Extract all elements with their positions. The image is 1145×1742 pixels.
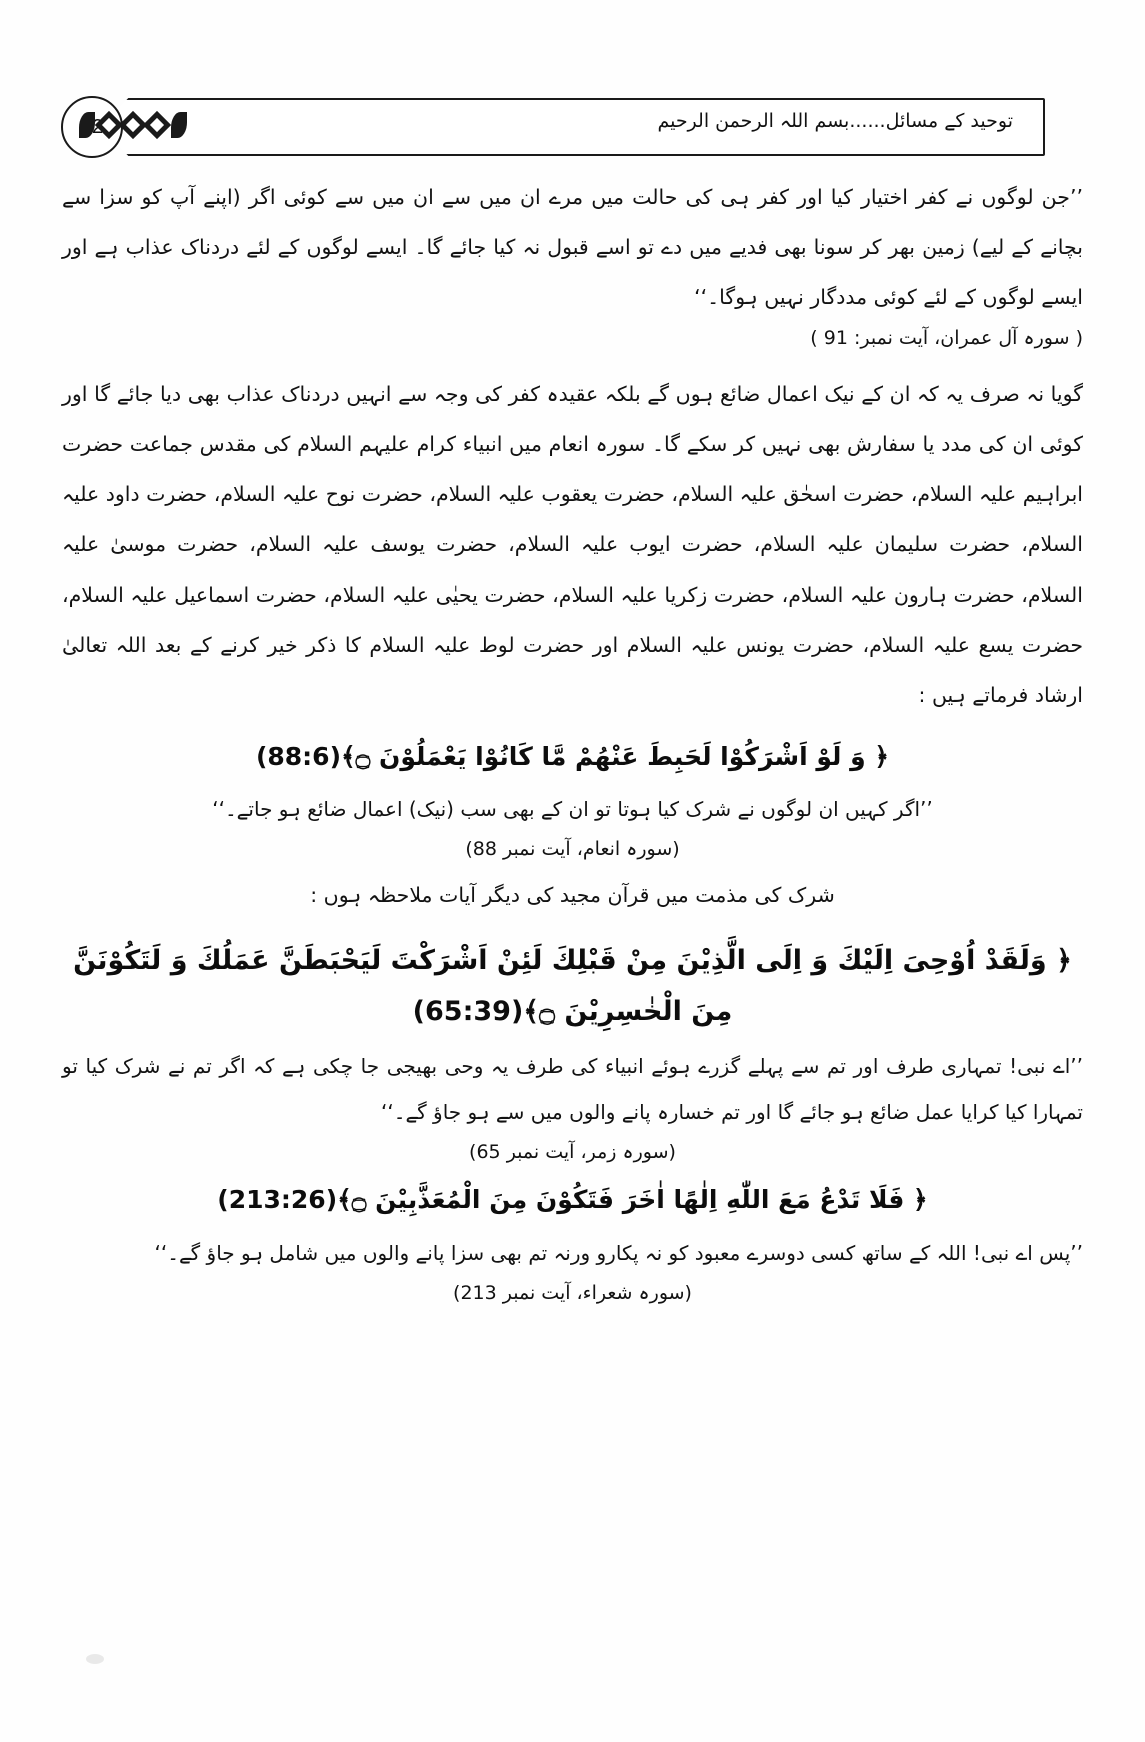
quran-ayah-3-translation: ’’پس اے نبی! اللہ کے ساتھ کسی دوسرے معبود کو نہ پکارو ورنہ تم بھی سزا پانے والوں میں شامل ہو جاؤ گے۔‘‘ — [154, 1240, 1083, 1265]
page-header — [60, 88, 1085, 160]
quran-ayah-1-reference: (سورہ انعام، آیت نمبر 88) — [465, 838, 680, 861]
quran-ayah-2-reference: (سورہ زمر، آیت نمبر 65) — [469, 1141, 676, 1164]
quran-ayah-1: ﴿ وَ لَوْ اَشْرَكُوْا لَحَبِطَ عَنْهُمْ مَّا كَانُوْا يَعْمَلُوْنَ ۝﴾(88:6) — [255, 742, 890, 772]
quran-ayah-2: ﴿ وَلَقَدْ اُوْحِىَ اِلَيْكَ وَ اِلَى الَّذِيْنَ مِنْ قَبْلِكَ لَئِنْ اَشْرَكْتَ لَيَحْبَطَنَّ عَمَلُكَ وَ لَتَكُوْنَنَّ مِنَ الْخٰسِرِيْنَ ۝﴾(65:39) — [73, 944, 1072, 1027]
page-content — [62, 172, 1083, 1314]
spacer — [62, 359, 1083, 369]
quran-ayah-3: ﴿ فَلَا تَدْعُ مَعَ اللّٰهِ اِلٰهًا اٰخَرَ فَتَكُوْنَ مِنَ الْمُعَذَّبِيْنَ ۝﴾(213:26) — [217, 1185, 928, 1215]
body-paragraph-2: شرک کی مذمت میں قرآن مجید کی دیگر آیات ملاحظہ ہوں : — [310, 883, 835, 908]
header-ornament-icon — [35, 106, 230, 144]
quran-ayah-1-translation: ’’اگر کہیں ان لوگوں نے شرک کیا ہوتا تو ان کے بھی سب (نیک) اعمال ضائع ہو جاتے۔‘‘ — [212, 797, 933, 822]
page-smudge — [86, 1654, 104, 1664]
quotation-reference-1: ( سورہ آل عمران، آیت نمبر: 91 ) — [810, 326, 1083, 349]
quran-ayah-3-reference: (سورہ شعراء، آیت نمبر 213) — [453, 1281, 692, 1304]
body-paragraph-1: گویا نہ صرف یہ کہ ان کے نیک اعمال ضائع ہوں گے بلکہ عقیدہ کفر کی وجہ سے انہیں دردناک عذاب بھی دیا جائے گا اور کوئی ان کی مدد یا سفارش بھی نہیں کر سکے گا۔ سورہ انعام میں انبیاء کرام علیہم السلام کی مقدس جماعت حضرت ابراہیم علیہ السلام، حضرت اسحٰق علیہ السلام، حضرت یعقوب علیہ السلام، حضرت نوح علیہ السلام، حضرت داود علیہ السلام، حضرت سلیمان علیہ السلام، حضرت ایوب علیہ السلام، حضرت یوسف علیہ السلام، حضرت موسیٰ علیہ السلام، حضرت ہارون علیہ السلام، حضرت زکریا علیہ السلام، حضرت یحیٰی علیہ السلام، حضرت اسماعیل علیہ السلام، حضرت یسع علیہ السلام، حضرت یونس علیہ السلام اور حضرت لوط علیہ السلام کا ذکر خیر کرنے کے بعد اللہ تعالیٰ ارشاد فرماتے ہیں : — [62, 381, 1083, 707]
quran-ayah-2-translation: ’’اے نبی! تمہاری طرف اور تم سے پہلے گزرے ہوئے انبیاء کی طرف یہ وحی بھیجی جا چکی ہے کہ اگر تم نے شرک کیا تو تمہارا کیا کرایا عمل ضائع ہو جائے گا اور تم خسارہ پانے والوں میں سے ہو جاؤ گے۔‘‘ — [62, 1054, 1083, 1125]
header-title: توحید کے مسائل......بسم اللہ الرحمن الرحیم — [657, 110, 1013, 132]
ornament-leaf-icon — [171, 112, 187, 138]
quotation-paragraph-1: ’’جن لوگوں نے کفر اختیار کیا اور کفر ہی کی حالت میں مرے ان میں سے ان میں سے کوئی اگر (اپنے آپ کو سزا سے بچانے کے لیے) زمین بھر کر سونا بھی فدیے میں دے تو اسے قبول نہ کیا جائے گا۔ ایسے لوگوں کے لئے دردناک عذاب ہے اور ایسے لوگوں کے لئے کوئی مددگار نہیں ہوگا۔‘‘ — [62, 185, 1083, 310]
ornament-leaf-icon — [79, 112, 95, 138]
ornament-diamond-icon — [94, 111, 122, 139]
